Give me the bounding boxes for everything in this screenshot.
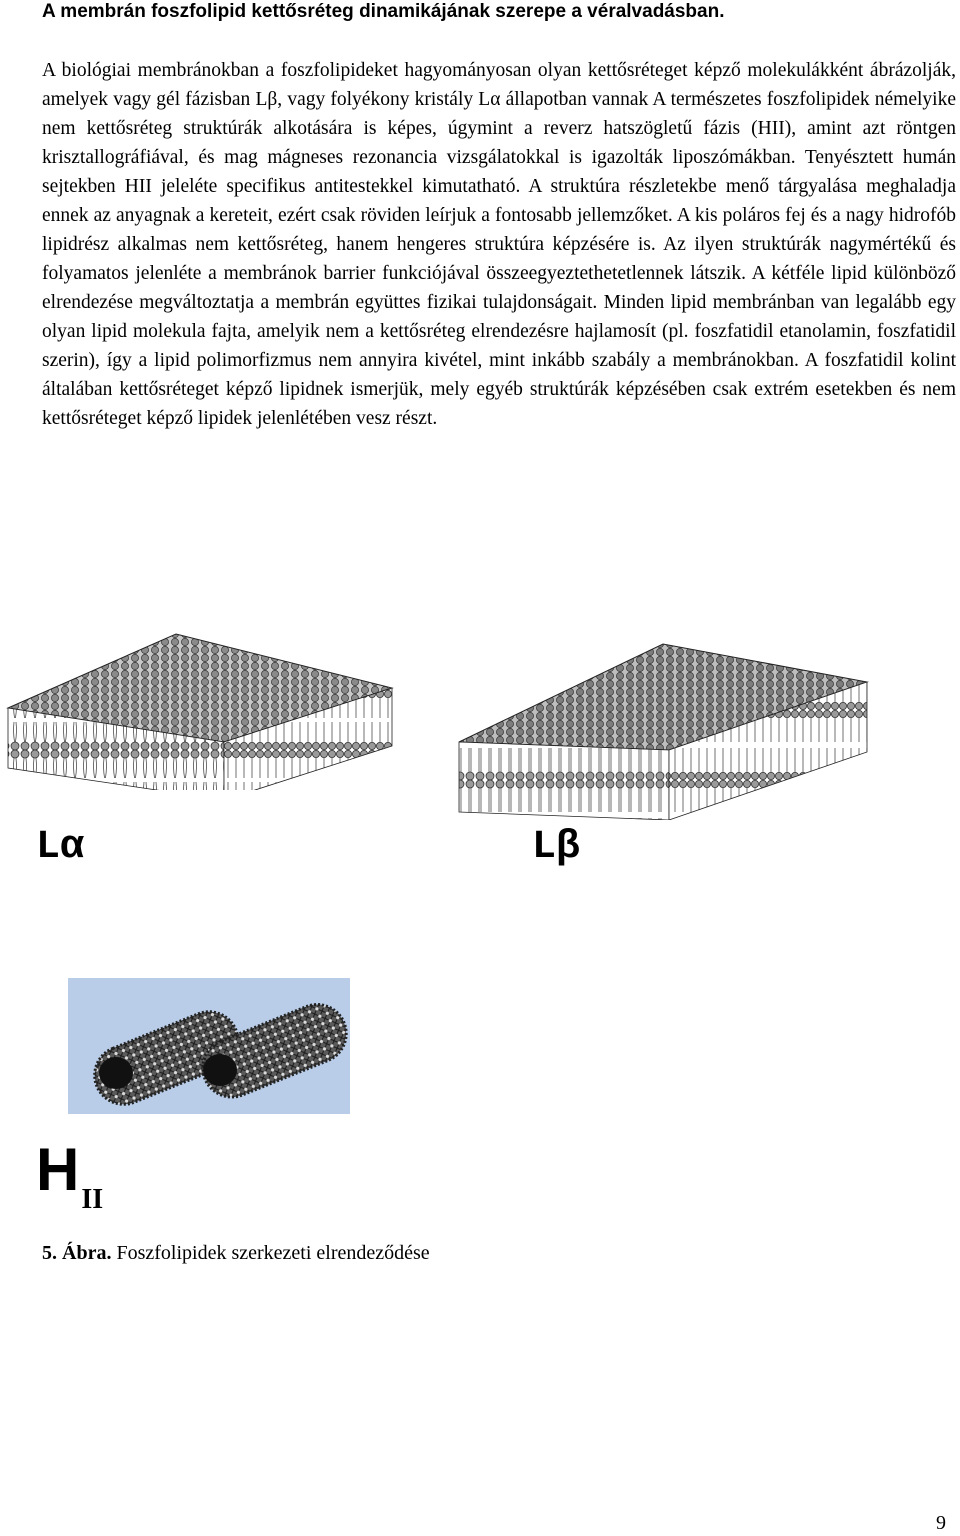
lbeta-label: Lβ [532,825,581,870]
lbeta-bilayer-illustration [455,640,875,820]
caption-number: 5. Ábra. [42,1242,112,1264]
hii-label-main: H [36,1136,80,1203]
figure-caption [42,1240,430,1266]
page-number: 9 [936,1512,946,1534]
caption-text: Foszfolipidek szerkezeti elrendeződése [111,1242,430,1264]
lalpha-bilayer-illustration [0,630,400,790]
hii-label [36,1136,104,1215]
page-title: A membrán foszfolipid kettősréteg dinamikájának szerepe a véralvadásban. [42,1,725,22]
hexagonal-phase-illustration [68,978,350,1114]
hii-label-subscript: II [81,1184,104,1215]
body-paragraph: A biológiai membránokban a foszfolipideket hagyományosan olyan kettősréteget képző molekulákként ábrázolják, amelyek vagy gél fázisban Lβ, vagy folyékony kristály Lα állapotban vannak A természetes foszfolipidek némelyike nem kettősréteg struktúrák alkotására is képes, úgymint a reverz hatszögletű fázis (HII), amint azt röntgen krisztallográfiával, és mag mágneses rezonancia vizsgálatokkal is igazolták liposzómákban. Tenyésztett humán sejtekben HII jeleléte specifikus antitestekkel kimutatható. A struktúra részletekbe menő tárgyalása meghaladja ennek az anyagnak a kereteit, ezért csak röviden leírjuk a fontosabb jellemzőket. A kis poláros fej és a nagy hidrofób lipidrész alkalmas nem kettősréteg, hanem hengeres struktúra képzésére is. Az ilyen struktúrák nagymértékű és folyamatos jelenléte a membránok barrier funkciójával összeegyeztethetetlennek látszik. A kétféle lipid különböző elrendezése megváltoztatja a membrán együttes fizikai tulajdonságait. Minden lipid membránban van legalább egy olyan lipid molekula fajta, amelyik nem a kettősréteg elrendezésre hajlamosít (pl. foszfatidil etanolamin, foszfatidil szerin), így a lipid polimorfizmus nem annyira kivétel, mint inkább szabály a membránokban. A foszfatidil kolint általában kettősréteget képző lipidnek ismerjük, mely egyéb struktúrák képzésében csak extrém esetekben és nem kettősréteget képző lipidek jelenlétében vesz részt. [42,60,956,429]
lalpha-label: Lα [36,825,85,870]
